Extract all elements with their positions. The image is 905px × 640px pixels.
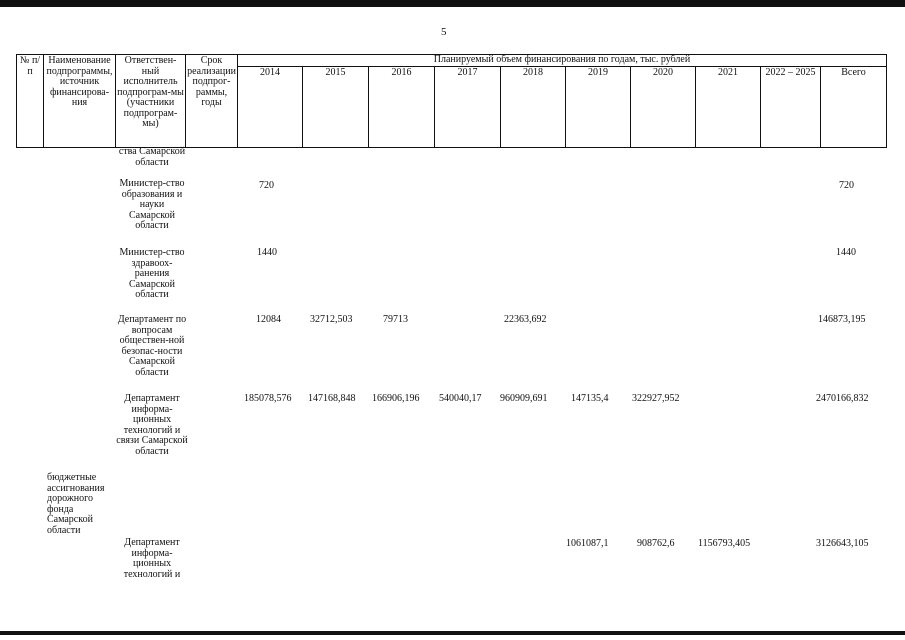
value-cell: 185078,576 [244, 393, 292, 404]
year-header: 2020 [631, 66, 696, 147]
col-exec-header: Ответствен-ный исполнитель подпрограм-мы (участники подпрограм-мы) [116, 55, 186, 148]
value-cell: 32712,503 [310, 314, 353, 325]
col-plan-header: Планируемый объем финансирования по годам, тыс. рублей [238, 55, 887, 67]
value-cell: 147135,4 [571, 393, 609, 404]
executor-cell: Министер-ство здравоох-ранения Самарской области [119, 247, 185, 300]
value-cell: 322927,952 [632, 393, 680, 404]
value-cell: 2470166,832 [816, 393, 869, 404]
year-header: 2014 [238, 66, 303, 147]
value-cell: 960909,691 [500, 393, 548, 404]
executor-cell: Министер-ство образования и науки Самарской области [119, 178, 185, 231]
year-header: 2021 [696, 66, 761, 147]
year-header: 2018 [501, 66, 566, 147]
executor-cell: ства Самарской области [118, 146, 186, 168]
value-cell: 1440 [836, 247, 856, 258]
value-cell: 79713 [383, 314, 408, 325]
col-num-header: № п/п [17, 55, 44, 148]
bottom-border [0, 631, 905, 635]
year-header: 2016 [369, 66, 435, 147]
top-border [0, 0, 905, 7]
value-cell: 720 [839, 180, 854, 191]
page-number: 5 [441, 26, 447, 38]
executor-cell: Департамент по вопросам обществен-ной безопас-ности Самарской области [117, 314, 187, 378]
year-header: 2022 – 2025 [761, 66, 821, 147]
year-header: 2015 [303, 66, 369, 147]
value-cell: 1061087,1 [566, 538, 609, 549]
value-cell: 3126643,105 [816, 538, 869, 549]
value-cell: 166906,196 [372, 393, 420, 404]
executor-cell: Департамент информа-ционных технологий и [123, 537, 181, 580]
table-header [16, 54, 887, 148]
year-header: Всего [821, 66, 887, 147]
value-cell: 540040,17 [439, 393, 482, 404]
year-header: 2019 [566, 66, 631, 147]
col-term-header: Срок реализации подпрог-раммы, годы [186, 55, 238, 148]
value-cell: 1440 [257, 247, 277, 258]
col-name-header: Наименование подпрограммы, источник финансирова-ния [44, 55, 116, 148]
value-cell: 146873,195 [818, 314, 866, 325]
value-cell: 147168,848 [308, 393, 356, 404]
year-header: 2017 [435, 66, 501, 147]
value-cell: 908762,6 [637, 538, 675, 549]
value-cell: 720 [259, 180, 274, 191]
value-cell: 12084 [256, 314, 281, 325]
funding-source: бюджетные ассигнования дорожного фонда Самарской области [47, 472, 105, 536]
value-cell: 22363,692 [504, 314, 547, 325]
value-cell: 1156793,405 [698, 538, 751, 549]
executor-cell: Департамент информа-ционных технологий и связи Самарской области [116, 393, 188, 457]
